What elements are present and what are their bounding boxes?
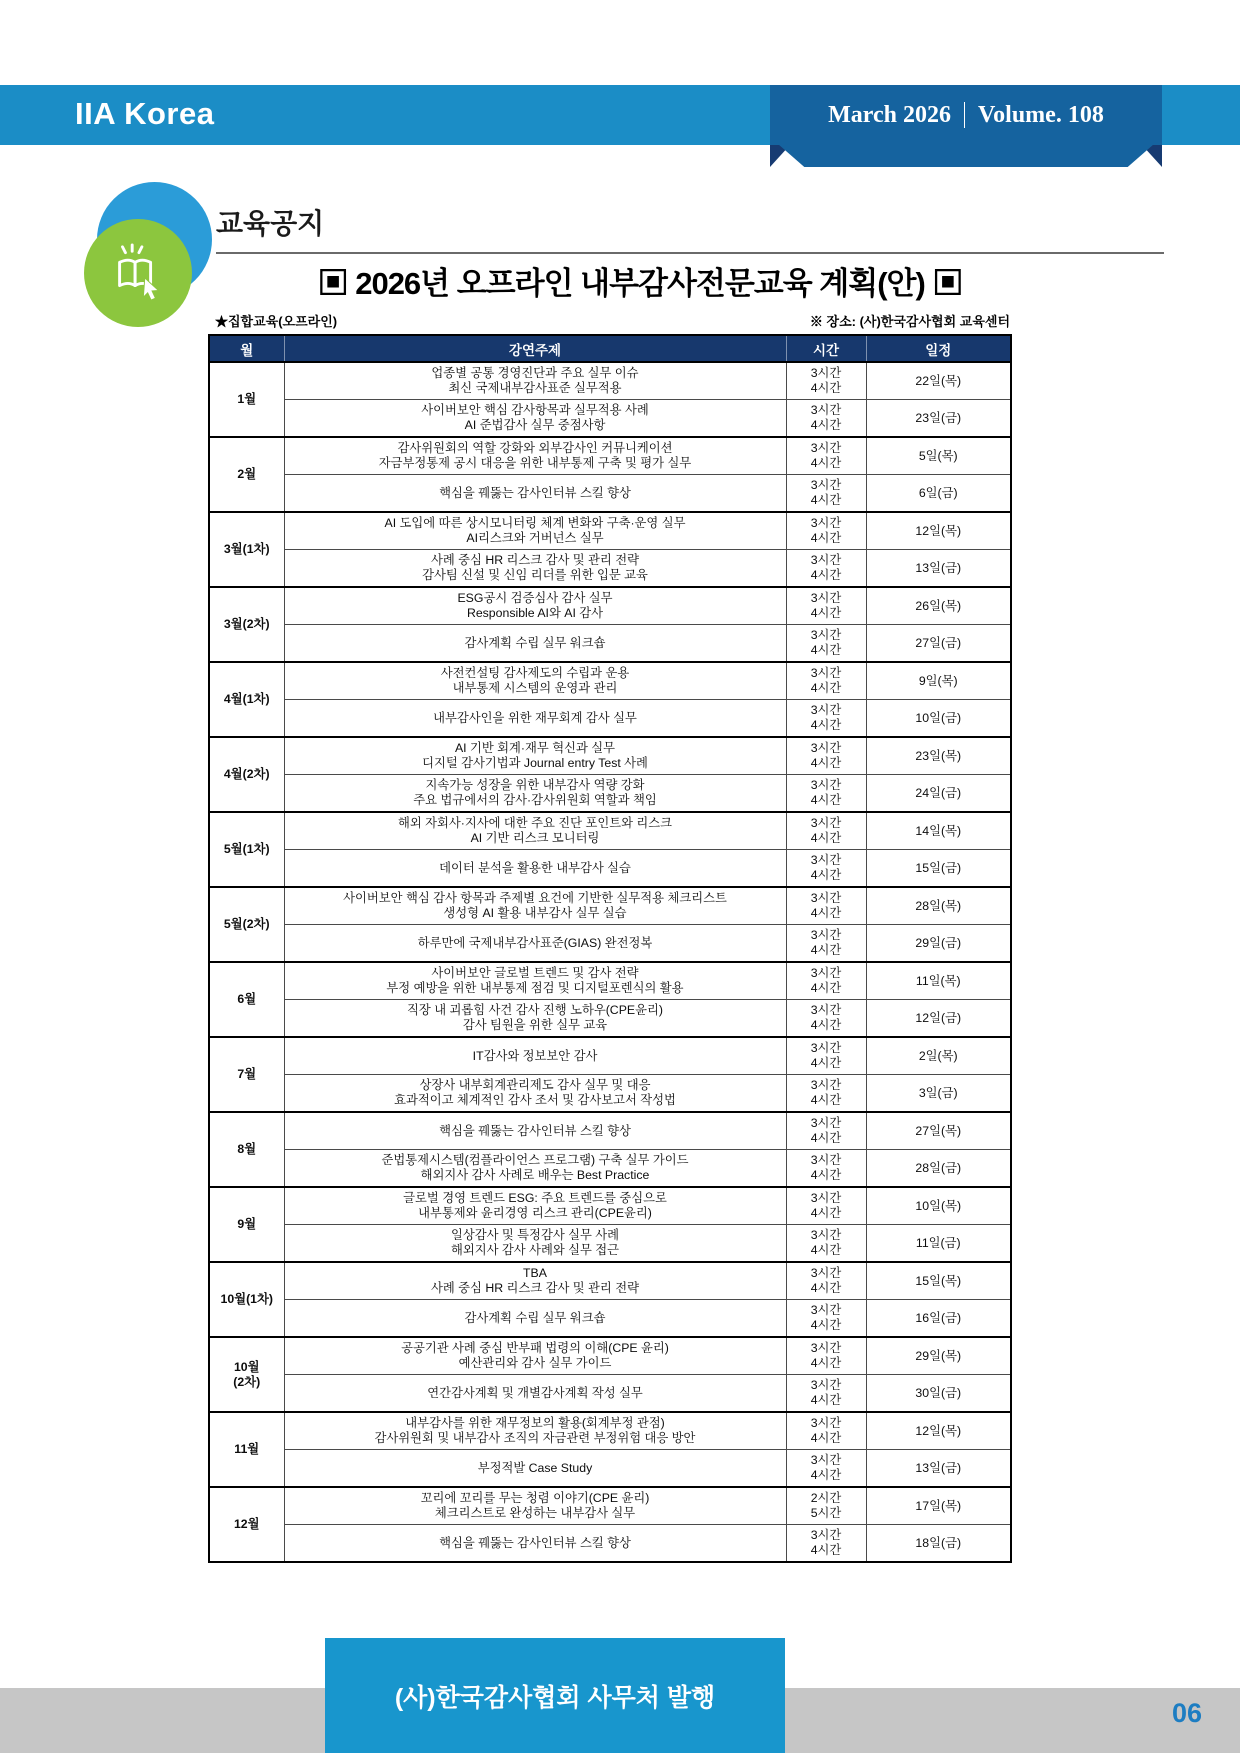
topic-cell: 하루만에 국제내부감사표준(GIAS) 완전정복 — [284, 925, 786, 963]
topic-cell: 상장사 내부회계관리제도 감사 실무 및 대응 효과적이고 체계적인 감사 조서 및 감사보고서 작성법 — [284, 1075, 786, 1113]
date-cell: 16일(금) — [866, 1300, 1011, 1338]
table-row — [209, 1225, 1011, 1263]
date-cell: 26일(목) — [866, 587, 1011, 625]
month-cell: 3월(2차) — [209, 587, 284, 662]
date-cell: 27일(금) — [866, 625, 1011, 663]
hours-cell: 3시간 4시간 — [786, 362, 866, 400]
hours-cell: 3시간 4시간 — [786, 1337, 866, 1375]
date-cell: 23일(목) — [866, 737, 1011, 775]
date-cell: 30일(금) — [866, 1375, 1011, 1413]
month-cell: 9월 — [209, 1187, 284, 1262]
topic-cell: 부정적발 Case Study — [284, 1450, 786, 1488]
hours-cell: 2시간 5시간 — [786, 1487, 866, 1525]
hours-cell: 3시간 4시간 — [786, 1412, 866, 1450]
topic-cell: 꼬리에 꼬리를 무는 청렴 이야기(CPE 윤리) 체크리스트로 완성하는 내부감사 실무 — [284, 1487, 786, 1525]
topic-cell: 사전컨설팅 감사제도의 수립과 운용 내부통제 시스템의 운영과 관리 — [284, 662, 786, 700]
hours-cell: 3시간 4시간 — [786, 850, 866, 888]
table-row — [209, 1300, 1011, 1338]
table-row — [209, 1000, 1011, 1038]
hours-cell: 3시간 4시간 — [786, 512, 866, 550]
hours-cell: 3시간 4시간 — [786, 587, 866, 625]
date-cell: 2일(목) — [866, 1037, 1011, 1075]
topic-cell: 감사위원회의 역할 강화와 외부감사인 커뮤니케이션 자금부정통제 공시 대응을 위한 내부통제 구축 및 평가 실무 — [284, 437, 786, 475]
topic-cell: 사이버보안 핵심 감사항목과 실무적용 사례 AI 준법감사 실무 중점사항 — [284, 400, 786, 438]
column-header-month: 월 — [209, 335, 284, 362]
hours-cell: 3시간 4시간 — [786, 662, 866, 700]
month-cell: 10월 (2차) — [209, 1337, 284, 1412]
month-cell: 8월 — [209, 1112, 284, 1187]
date-cell: 9일(목) — [866, 662, 1011, 700]
month-cell: 3월(1차) — [209, 512, 284, 587]
table-row — [209, 812, 1011, 850]
table-row — [209, 400, 1011, 438]
topic-cell: 글로벌 경영 트렌드 ESG: 주요 트렌드를 중심으로 내부통제와 윤리경영 리스크 관리(CPE윤리) — [284, 1187, 786, 1225]
month-cell: 10월(1차) — [209, 1262, 284, 1337]
hours-cell: 3시간 4시간 — [786, 400, 866, 438]
hours-cell: 3시간 4시간 — [786, 887, 866, 925]
table-row — [209, 1337, 1011, 1375]
topic-cell: AI 기반 회계·재무 혁신과 실무 디지털 감사기법과 Journal entry Test 사례 — [284, 737, 786, 775]
ribbon-fold — [778, 144, 1154, 167]
table-row — [209, 1262, 1011, 1300]
hours-cell: 3시간 4시간 — [786, 550, 866, 588]
hours-cell: 3시간 4시간 — [786, 812, 866, 850]
table-row — [209, 1525, 1011, 1563]
hours-cell: 3시간 4시간 — [786, 625, 866, 663]
hours-cell: 3시간 4시간 — [786, 1037, 866, 1075]
topic-cell: 해외 자회사·지사에 대한 주요 진단 포인트와 리스크 AI 기반 리스크 모니터링 — [284, 812, 786, 850]
hours-cell: 3시간 4시간 — [786, 1225, 866, 1263]
page-number: 06 — [1172, 1698, 1203, 1728]
issue-volume: Volume. 108 — [978, 101, 1104, 128]
hours-cell: 3시간 4시간 — [786, 1525, 866, 1563]
topic-cell: AI 도입에 따른 상시모니터링 체계 변화와 구축·운영 실무 AI리스크와 거버넌스 실무 — [284, 512, 786, 550]
table-row — [209, 925, 1011, 963]
topic-cell: 공공기관 사례 중심 반부패 법령의 이해(CPE 윤리) 예산관리와 감사 실무 가이드 — [284, 1337, 786, 1375]
table-row — [209, 737, 1011, 775]
table-row — [209, 1037, 1011, 1075]
meta-education-type: ★집합교육(오프라인) — [215, 314, 338, 329]
hours-cell: 3시간 4시간 — [786, 1112, 866, 1150]
publisher-banner — [325, 1638, 785, 1753]
table-row — [209, 587, 1011, 625]
date-cell: 5일(목) — [866, 437, 1011, 475]
date-cell: 13일(금) — [866, 550, 1011, 588]
hours-cell: 3시간 4시간 — [786, 475, 866, 513]
hours-cell: 3시간 4시간 — [786, 925, 866, 963]
section-title: 교육공지 — [216, 208, 325, 239]
date-cell: 11일(금) — [866, 1225, 1011, 1263]
topic-cell: 지속가능 성장을 위한 내부감사 역량 강화 주요 법규에서의 감사·감사위원회 역할과 책임 — [284, 775, 786, 813]
topic-cell: 연간감사계획 및 개별감사계획 작성 실무 — [284, 1375, 786, 1413]
hours-cell: 3시간 4시간 — [786, 1075, 866, 1113]
date-cell: 14일(목) — [866, 812, 1011, 850]
hours-cell: 3시간 4시간 — [786, 1262, 866, 1300]
month-cell: 5월(1차) — [209, 812, 284, 887]
table-row — [209, 512, 1011, 550]
date-cell: 6일(금) — [866, 475, 1011, 513]
ribbon-divider — [964, 102, 965, 128]
publisher-text: (사)한국감사협회 사무처 발행 — [394, 1683, 716, 1712]
table-meta-row — [215, 311, 1010, 330]
table-row — [209, 850, 1011, 888]
table-row — [209, 437, 1011, 475]
table-row — [209, 962, 1011, 1000]
table-row — [209, 1112, 1011, 1150]
schedule-table — [208, 334, 1012, 1563]
table-row — [209, 775, 1011, 813]
date-cell: 29일(금) — [866, 925, 1011, 963]
hours-cell: 3시간 4시간 — [786, 437, 866, 475]
date-cell: 17일(목) — [866, 1487, 1011, 1525]
table-row — [209, 1487, 1011, 1525]
document-title: ▣ 2026년 오프라인 내부감사전문교육 계획(안) ▣ — [317, 266, 963, 301]
table-row — [209, 1150, 1011, 1188]
table-row — [209, 1075, 1011, 1113]
date-cell: 12일(금) — [866, 1000, 1011, 1038]
date-cell: 10일(금) — [866, 700, 1011, 738]
column-header-hours: 시간 — [786, 335, 866, 362]
topic-cell: 일상감사 및 특정감사 실무 사례 해외지사 감사 사례와 실무 접근 — [284, 1225, 786, 1263]
month-cell: 2월 — [209, 437, 284, 512]
table-row — [209, 625, 1011, 663]
month-cell: 6월 — [209, 962, 284, 1037]
meta-location: ※ 장소: (사)한국감사협회 교육센터 — [809, 314, 1010, 329]
issue-ribbon — [770, 85, 1162, 145]
date-cell: 22일(목) — [866, 362, 1011, 400]
month-cell: 4월(1차) — [209, 662, 284, 737]
date-cell: 11일(목) — [866, 962, 1011, 1000]
date-cell: 18일(금) — [866, 1525, 1011, 1563]
date-cell: 10일(목) — [866, 1187, 1011, 1225]
hours-cell: 3시간 4시간 — [786, 1300, 866, 1338]
month-cell: 12월 — [209, 1487, 284, 1562]
table-row — [209, 1412, 1011, 1450]
column-header-topic: 강연주제 — [284, 335, 786, 362]
month-cell: 1월 — [209, 362, 284, 437]
hours-cell: 3시간 4시간 — [786, 1187, 866, 1225]
column-header-date: 일정 — [866, 335, 1011, 362]
topic-cell: 사이버보안 글로벌 트렌드 및 감사 전략 부정 예방을 위한 내부통제 점검 및 디지털포렌식의 활용 — [284, 962, 786, 1000]
hours-cell: 3시간 4시간 — [786, 962, 866, 1000]
date-cell: 13일(금) — [866, 1450, 1011, 1488]
topic-cell: 내부감사인을 위한 재무회계 감사 실무 — [284, 700, 786, 738]
table-row — [209, 362, 1011, 400]
topic-cell: 사례 중심 HR 리스크 감사 및 관리 전략 감사팀 신설 및 신임 리더를 위한 입문 교육 — [284, 550, 786, 588]
table-row — [209, 662, 1011, 700]
topic-cell: 업종별 공통 경영진단과 주요 실무 이슈 최신 국제내부감사표준 실무적용 — [284, 362, 786, 400]
topic-cell: 감사계획 수립 실무 워크숍 — [284, 1300, 786, 1338]
topic-cell: TBA 사례 중심 HR 리스크 감사 및 관리 전략 — [284, 1262, 786, 1300]
date-cell: 24일(금) — [866, 775, 1011, 813]
month-cell: 4월(2차) — [209, 737, 284, 812]
topic-cell: 직장 내 괴롭힘 사건 감사 진행 노하우(CPE윤리) 감사 팀원을 위한 실무 교육 — [284, 1000, 786, 1038]
date-cell: 3일(금) — [866, 1075, 1011, 1113]
hours-cell: 3시간 4시간 — [786, 700, 866, 738]
hours-cell: 3시간 4시간 — [786, 1000, 866, 1038]
topic-cell: 데이터 분석을 활용한 내부감사 실습 — [284, 850, 786, 888]
section-divider — [216, 252, 1164, 254]
month-cell: 11월 — [209, 1412, 284, 1487]
date-cell: 29일(목) — [866, 1337, 1011, 1375]
table-header-row — [209, 335, 1011, 362]
date-cell: 27일(목) — [866, 1112, 1011, 1150]
topic-cell: 감사계획 수립 실무 워크숍 — [284, 625, 786, 663]
table-row — [209, 1187, 1011, 1225]
topic-cell: 핵심을 꿰뚫는 감사인터뷰 스킬 향상 — [284, 1112, 786, 1150]
table-row — [209, 1450, 1011, 1488]
topic-cell: 핵심을 꿰뚫는 감사인터뷰 스킬 향상 — [284, 1525, 786, 1563]
topic-cell: 준법통제시스템(컴플라이언스 프로그램) 구축 실무 가이드 해외지사 감사 사례로 배우는 Best Practice — [284, 1150, 786, 1188]
date-cell: 15일(금) — [866, 850, 1011, 888]
hours-cell: 3시간 4시간 — [786, 1375, 866, 1413]
date-cell: 15일(목) — [866, 1262, 1011, 1300]
month-cell: 7월 — [209, 1037, 284, 1112]
topic-cell: ESG공시 검증심사 감사 실무 Responsible AI와 AI 감사 — [284, 587, 786, 625]
hours-cell: 3시간 4시간 — [786, 737, 866, 775]
date-cell: 28일(목) — [866, 887, 1011, 925]
brand-logo: IIA Korea — [75, 96, 215, 131]
topic-cell: 사이버보안 핵심 감사 항목과 주제별 요건에 기반한 실무적용 체크리스트 생성형 AI 활용 내부감사 실무 실습 — [284, 887, 786, 925]
table-row — [209, 887, 1011, 925]
date-cell: 12일(목) — [866, 1412, 1011, 1450]
issue-date: March 2026 — [828, 101, 952, 128]
table-row — [209, 550, 1011, 588]
date-cell: 28일(금) — [866, 1150, 1011, 1188]
table-row — [209, 700, 1011, 738]
topic-cell: IT감사와 정보보안 감사 — [284, 1037, 786, 1075]
date-cell: 23일(금) — [866, 400, 1011, 438]
date-cell: 12일(목) — [866, 512, 1011, 550]
hours-cell: 3시간 4시간 — [786, 1450, 866, 1488]
table-row — [209, 475, 1011, 513]
table-row — [209, 1375, 1011, 1413]
topic-cell: 내부감사를 위한 재무정보의 활용(회계부정 관점) 감사위원회 및 내부감사 조직의 자금관련 부정위험 대응 방안 — [284, 1412, 786, 1450]
hours-cell: 3시간 4시간 — [786, 1150, 866, 1188]
month-cell: 5월(2차) — [209, 887, 284, 962]
hours-cell: 3시간 4시간 — [786, 775, 866, 813]
topic-cell: 핵심을 꿰뚫는 감사인터뷰 스킬 향상 — [284, 475, 786, 513]
schedule-table-body — [209, 362, 1011, 1562]
